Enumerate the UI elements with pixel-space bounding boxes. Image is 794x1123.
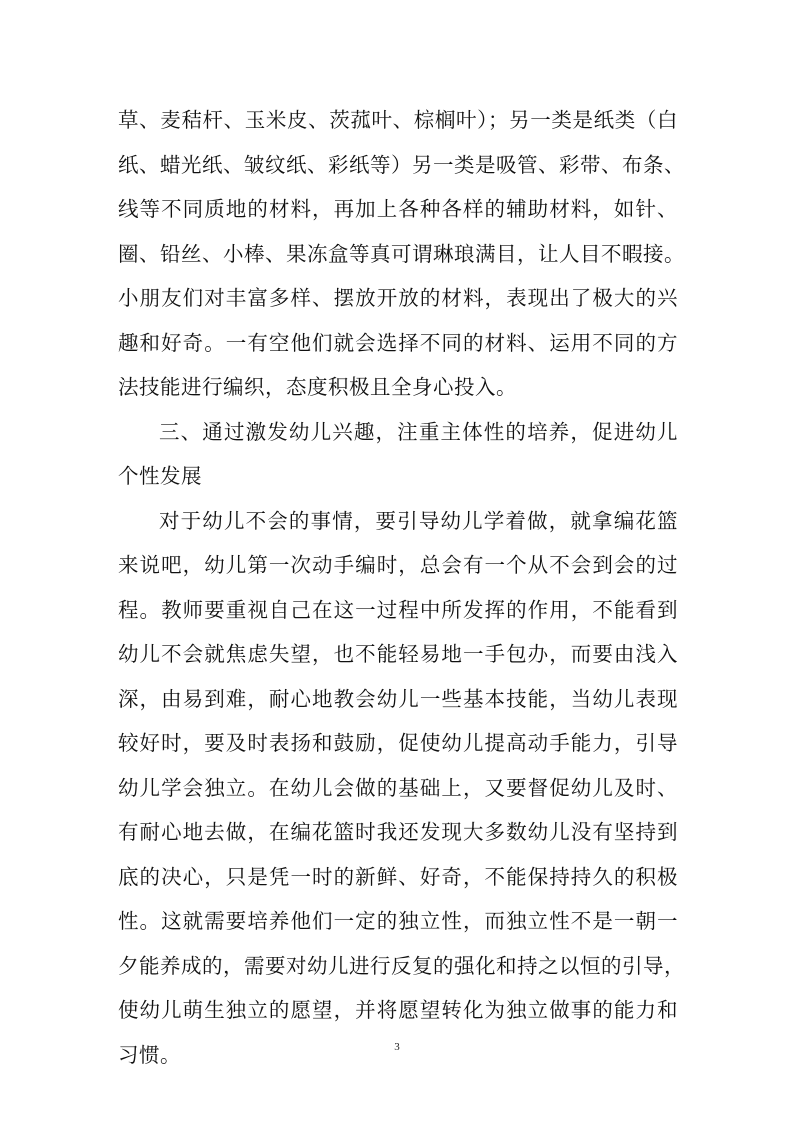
text-line: 小朋友们对丰富多样、摆放开放的材料，表现出了极大的兴 (118, 286, 678, 310)
text-line: 圈、铅丝、小棒、果冻盒等真可谓琳琅满目，让人目不暇接。 (118, 241, 685, 266)
document-body (118, 98, 685, 1077)
page-number: 3 (394, 1041, 400, 1053)
paragraph-guidance (118, 499, 685, 1078)
text-line: 对于幼儿不会的事情，要引导幼儿学着做，就拿编花篮 (159, 508, 678, 533)
text-line: 草、麦秸杆、玉米皮、茨菰叶、棕榈叶）；另一类是纸类（白 (118, 108, 678, 132)
text-line: 夕能养成的，需要对幼儿进行反复的强化和持之以恒的引导， (118, 953, 685, 978)
text-line: 较好时，要及时表扬和鼓励，促使幼儿提高动手能力，引导 (118, 731, 678, 755)
text-line: 习惯。 (118, 1042, 181, 1067)
text-line: 底的决心，只是凭一时的新鲜、好奇，不能保持持久的积极 (118, 864, 678, 889)
text-line: 幼儿不会就焦虑失望，也不能轻易地一手包办，而要由浅入 (118, 642, 678, 666)
text-line: 趣和好奇。一有空他们就会选择不同的材料、运用不同的方 (118, 330, 678, 355)
heading-line: 个性发展 (118, 464, 202, 488)
text-line: 使幼儿萌生独立的愿望，并将愿望转化为独立做事的能力和 (118, 998, 678, 1022)
text-line: 幼儿学会独立。在幼儿会做的基础上，又要督促幼儿及时、 (118, 775, 678, 800)
text-line: 深，由易到难，耐心地教会幼儿一些基本技能，当幼儿表现 (118, 686, 678, 711)
text-line: 法技能进行编织，态度积极且全身心投入。 (118, 375, 517, 399)
text-line: 来说吧，幼儿第一次动手编时，总会有一个从不会到会的过 (118, 553, 678, 577)
text-line: 性。这就需要培养他们一定的独立性，而独立性不是一朝一 (118, 909, 678, 933)
text-line: 程。教师要重视自己在这一过程中所发挥的作用，不能看到 (118, 597, 678, 622)
heading-line: 三、通过激发幼儿兴趣，注重主体性的培养，促进幼儿 (159, 419, 678, 444)
text-line: 有耐心地去做，在编花篮时我还发现大多数幼儿没有坚持到 (118, 820, 678, 844)
paragraph-materials (118, 98, 685, 410)
section-heading (118, 410, 678, 499)
text-line: 纸、蜡光纸、皱纹纸、彩纸等）另一类是吸管、彩带、布条、 (118, 152, 685, 177)
text-line: 线等不同质地的材料，再加上各种各样的辅助材料，如针、 (118, 197, 678, 221)
